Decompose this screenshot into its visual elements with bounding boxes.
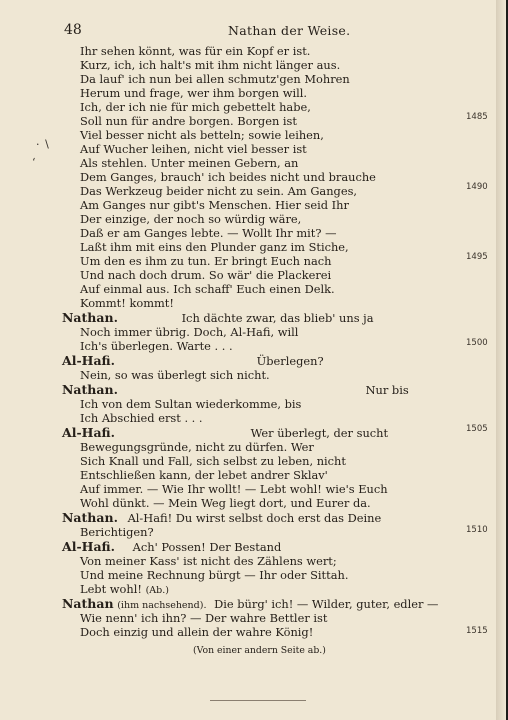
dialogue-line bbox=[62, 540, 281, 554]
dialogue-line: Entschließen kann, der lebet andrer Sklav' bbox=[80, 468, 328, 482]
verse-line: Da lauf' ich nun bei allen schmutz'gen Mohren bbox=[80, 72, 350, 86]
dialogue-line: Wohl dünkt. — Mein Weg liegt dort, und Eurer da. bbox=[80, 496, 371, 510]
verse-line: Auf Wucher leihen, nicht viel besser ist bbox=[80, 142, 307, 156]
verse-line: Herum und frage, wer ihm borgen will. bbox=[80, 86, 308, 100]
page-number: 48 bbox=[64, 22, 82, 38]
dialogue-line bbox=[62, 426, 388, 440]
line-number: 1515 bbox=[466, 626, 488, 636]
margin-pencil-mark: · ∖ bbox=[36, 138, 50, 151]
dialogue-line: Von meiner Kass' ist nicht des Zählens wert; bbox=[80, 554, 337, 568]
verse-line: Um den es ihm zu tun. Er bringt Euch nach bbox=[80, 254, 332, 268]
dialogue-line: Ich's überlegen. Warte . . . bbox=[80, 339, 233, 353]
line-number: 1505 bbox=[466, 424, 488, 434]
stage-direction: (ihm nachsehend). bbox=[117, 600, 207, 611]
dialogue-line: Ich von dem Sultan wiederkomme, bis bbox=[80, 397, 302, 411]
speaker-name: Nathan bbox=[62, 596, 114, 611]
stage-direction: (Ab.) bbox=[145, 585, 169, 596]
speech-text: Al-Hafi! Du wirst selbst doch erst das Deine bbox=[127, 511, 382, 525]
verse-line: Viel besser nicht als betteln; sowie leihen, bbox=[80, 128, 324, 142]
speech-text: Wer überlegt, der sucht bbox=[250, 426, 389, 440]
speech-text: Nur bis bbox=[365, 383, 409, 397]
dialogue-line bbox=[62, 511, 381, 525]
verse-line: Daß er am Ganges lebte. — Wollt Ihr mit? — bbox=[80, 226, 337, 240]
speech-text: Ach' Possen! Der Bestand bbox=[132, 540, 282, 554]
running-head: Nathan der Weise. bbox=[228, 23, 351, 38]
dialogue-line: Auf immer. — Wie Ihr wollt! — Lebt wohl! wie's Euch bbox=[80, 482, 388, 496]
dialogue-line bbox=[62, 383, 409, 397]
speaker-name: Nathan. bbox=[62, 510, 118, 525]
dialogue-line bbox=[62, 311, 373, 325]
verse-line: Auf einmal aus. Ich schaff' Euch einen Delk. bbox=[80, 282, 335, 296]
closing-stage-direction: (Von einer andern Seite ab.) bbox=[193, 645, 326, 656]
speech-text: Die bürg' ich! — Wilder, guter, edler — bbox=[214, 597, 439, 611]
speech-text: Ich dächte zwar, das blieb' uns ja bbox=[181, 311, 374, 325]
line-number: 1500 bbox=[466, 338, 488, 348]
verse-line: Kommt! kommt! bbox=[80, 296, 174, 310]
verse-line: Kurz, ich, ich halt's mit ihm nicht länger aus. bbox=[80, 58, 341, 72]
dialogue-line: Bewegungsgründe, nicht zu dürfen. Wer bbox=[80, 440, 314, 454]
dialogue-line: Ich Abschied erst . . . bbox=[80, 411, 203, 425]
dialogue-line: Berichtigen? bbox=[80, 525, 154, 539]
line-number: 1510 bbox=[466, 525, 488, 535]
verse-line: Ich, der ich nie für mich gebettelt habe, bbox=[80, 100, 311, 114]
speaker-name: Al-Hafi. bbox=[62, 425, 115, 440]
verse-line: Als stehlen. Unter meinen Gebern, an bbox=[80, 156, 299, 170]
verse-line: Laßt ihm mit eins den Plunder ganz im Stiche, bbox=[80, 240, 349, 254]
verse-line: Und nach doch drum. So wär' die Plackerei bbox=[80, 268, 332, 282]
line-number: 1490 bbox=[466, 182, 488, 192]
speaker-name: Nathan. bbox=[62, 382, 118, 397]
line-number: 1495 bbox=[466, 252, 488, 262]
dialogue-line: Doch einzig und allein der wahre König! bbox=[80, 625, 314, 639]
dialogue-line: Nein, so was überlegt sich nicht. bbox=[80, 368, 270, 382]
speaker-name: Al-Hafi. bbox=[62, 539, 115, 554]
speech-text: Lebt wohl! bbox=[80, 582, 142, 596]
verse-line: Das Werkzeug beider nicht zu sein. Am Ganges, bbox=[80, 184, 358, 198]
footer-rule bbox=[210, 700, 306, 701]
verse-line: Dem Ganges, brauch' ich beides nicht und brauche bbox=[80, 170, 376, 184]
verse-line: Soll nun für andre borgen. Borgen ist bbox=[80, 114, 297, 128]
speaker-name: Al-Hafi. bbox=[62, 353, 115, 368]
dialogue-line: Sich Knall und Fall, sich selbst zu leben, nicht bbox=[80, 454, 346, 468]
verse-line: Der einzige, der noch so würdig wäre, bbox=[80, 212, 302, 226]
dialogue-line bbox=[62, 354, 324, 368]
speaker-name: Nathan. bbox=[62, 310, 118, 325]
line-number: 1485 bbox=[466, 112, 488, 122]
verse-line: Ihr sehen könnt, was für ein Kopf er ist. bbox=[80, 44, 311, 58]
verse-line: Am Ganges nur gibt's Menschen. Hier seid Ihr bbox=[80, 198, 349, 212]
dialogue-line: Noch immer übrig. Doch, Al-Hafi, will bbox=[80, 325, 299, 339]
margin-pencil-mark-2: ‘ bbox=[32, 156, 36, 169]
dialogue-line: Und meine Rechnung bürgt — Ihr oder Sittah. bbox=[80, 568, 349, 582]
dialogue-line: Wie nenn' ich ihn? — Der wahre Bettler ist bbox=[80, 611, 328, 625]
speech-text: Überlegen? bbox=[256, 354, 324, 368]
